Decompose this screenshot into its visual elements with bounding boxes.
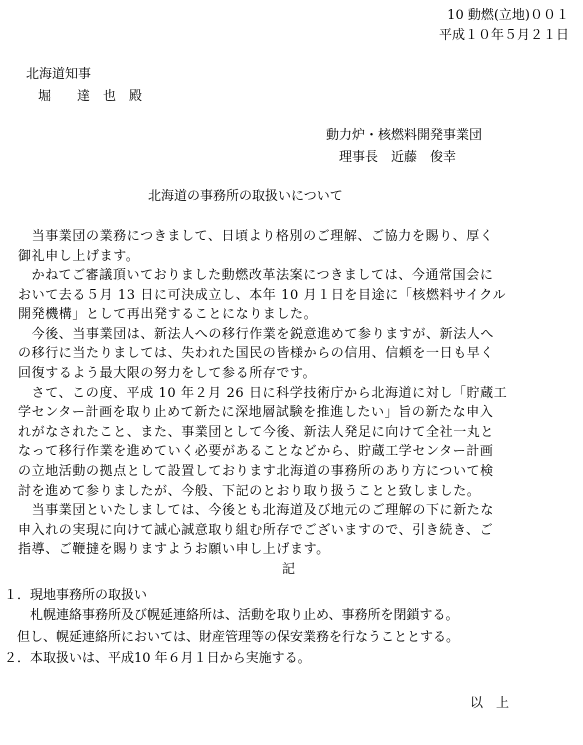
recipient-name: 堀 達 也 殿 [38,89,143,104]
ki-heading: 記 [282,562,296,577]
item-line: 札幌連絡事務所及び幌延連絡所は、活動を取り止め、事務所を閉鎖する。 [4,608,459,623]
body-line: さて、この度、平成 10 年２月 26 日に科学技術庁から北海道に対し「貯蔵工 [18,386,508,401]
closing-text: 以 上 [470,696,510,711]
body-line: の移行に当たりましては、失われた国民の皆様からの信用、信頼を一日も早く [18,346,495,361]
document-subject: 北海道の事務所の取扱いについて [148,189,343,204]
item-line: ２．本取扱いは、平成10 年６月１日から実施する。 [4,651,311,666]
body-line: の立地活動の拠点として設置しております北海道の事務所のあり方について検 [18,464,494,479]
body-line: 学センター計画を取り止めて新たに深地層試験を推進したい」旨の新たな申入 [18,405,494,420]
body-line: 当事業団といたしましては、今後とも北海道及び地元のご理解の下に新たな [18,503,495,518]
recipient-title: 北海道知事 [26,67,92,82]
document-number: 10 動燃(立地)００１ [447,8,569,23]
body-line: 指導、ご鞭撻を賜りますようお願い申し上げます。 [18,542,330,557]
document-date: 平成１０年５月２１日 [438,28,569,43]
body-line: 今後、当事業団は、新法人への移行作業を鋭意進めて参りますが、新法人へ [18,327,495,342]
body-line: 討を進めて参りましたが、今般、下記のとおり取り扱うことと致しました。 [18,484,481,499]
body-line: れがなされたこと、また、事業団として今後、新法人発足に向けて全社一丸と [18,425,495,440]
body-line: 申入れの実現に向けて誠心誠意取り組む所存でございますので、引き続き、ご [18,523,494,538]
body-line: 御礼申し上げます。 [18,249,140,264]
item-line: １．現地事務所の取扱い [4,588,148,603]
item-line: 但し、幌延連絡所においては、財産管理等の保安業務を行なうこととする。 [4,630,460,645]
sender-name: 理事長 近藤 俊幸 [339,150,457,165]
body-line: おいて去る５月 13 日に可決成立し、本年 10 月１日を目途に「核燃料サイクル [18,288,507,303]
body-line: なって移行作業を進めていく必要があることなどから、貯蔵工学センター計画 [18,444,494,459]
body-line: 回復するよう最大限の努力をして参る所存です。 [18,366,317,381]
body-line: 開発機構」として再出発することになりました。 [18,307,318,322]
body-line: 当事業団の業務につきまして、日頃より格別のご理解、ご協力を賜り、厚く [18,229,494,244]
sender-organization: 動力炉・核燃料開発事業団 [326,128,483,143]
body-line: かねてご審議頂いておりました動燃改革法案につきましては、今通常国会に [18,268,494,283]
